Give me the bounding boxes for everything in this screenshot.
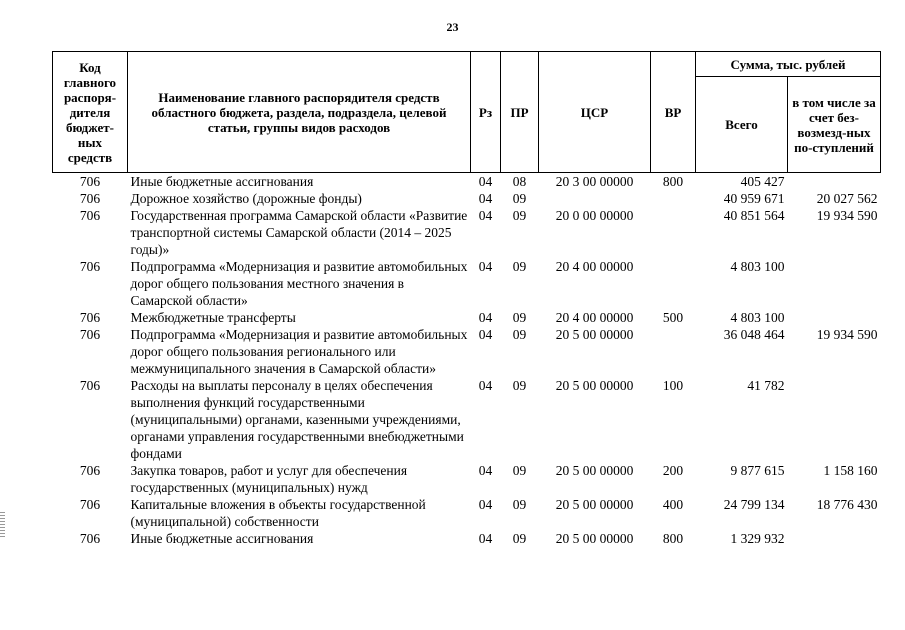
cell-total: 40 959 671 — [723, 191, 785, 206]
cell-pr: 09 — [512, 310, 527, 325]
table-row — [53, 173, 881, 191]
header-sum-group: Сумма, тыс. рублей — [696, 52, 881, 77]
cell-pr: 08 — [512, 174, 527, 189]
cell-name: Подпрограмма «Модернизация и развитие автомобильных дорог общего пользования регионального или межмуниципального значения в Самарской области» — [130, 327, 468, 376]
cell-vr: 100 — [662, 378, 684, 393]
table-body — [53, 173, 881, 548]
table-row — [53, 190, 881, 207]
cell-csr: 20 5 00 00000 — [555, 531, 634, 546]
scan-artifact — [0, 512, 5, 538]
cell-pr: 09 — [512, 191, 527, 206]
cell-name: Государственная программа Самарской области «Развитие транспортной системы Самарской области (2014 – 2025 годы)» — [130, 208, 468, 257]
cell-rz: 04 — [478, 191, 493, 206]
cell-gratis — [788, 530, 881, 547]
cell-gratis — [788, 377, 881, 462]
header-rz: Рз — [471, 52, 501, 173]
header-name: Наименование главного распорядителя средств областного бюджета, раздела, подраздела, целевой статьи, группы видов расходов — [128, 52, 471, 173]
cell-gratis: 19 934 590 — [816, 208, 878, 223]
cell-name: Капитальные вложения в объекты государственной (муниципальной) собственности — [130, 497, 426, 529]
cell-code: 706 — [79, 310, 101, 325]
cell-name: Закупка товаров, работ и услуг для обеспечения государственных (муниципальных) нужд — [130, 463, 408, 495]
cell-code: 706 — [79, 378, 101, 393]
cell-code: 706 — [79, 208, 101, 223]
cell-name: Дорожное хозяйство (дорожные фонды) — [130, 191, 362, 206]
cell-total: 24 799 134 — [723, 497, 785, 512]
cell-gratis: 18 776 430 — [816, 497, 878, 512]
cell-rz: 04 — [478, 327, 493, 342]
cell-vr: 800 — [662, 174, 684, 189]
cell-rz: 04 — [478, 310, 493, 325]
cell-csr: 20 0 00 00000 — [555, 208, 634, 223]
cell-rz: 04 — [478, 463, 493, 478]
cell-vr — [651, 258, 696, 309]
cell-pr: 09 — [512, 531, 527, 546]
table-row — [53, 462, 881, 496]
cell-rz: 04 — [478, 497, 493, 512]
cell-pr: 09 — [512, 378, 527, 393]
cell-pr: 09 — [512, 497, 527, 512]
cell-name: Подпрограмма «Модернизация и развитие автомобильных дорог общего пользования местного значения в Самарской области» — [130, 259, 468, 308]
cell-code: 706 — [79, 259, 101, 274]
cell-name: Межбюджетные трансферты — [130, 310, 296, 325]
cell-total: 4 803 100 — [730, 259, 785, 274]
cell-pr: 09 — [512, 463, 527, 478]
header-total: Всего — [696, 77, 788, 173]
cell-total: 405 427 — [740, 174, 785, 189]
cell-gratis: 1 158 160 — [823, 463, 878, 478]
cell-pr: 09 — [512, 327, 527, 342]
cell-code: 706 — [79, 531, 101, 546]
cell-vr: 500 — [662, 310, 684, 325]
cell-rz: 04 — [478, 208, 493, 223]
header-code: Код главного распоря-дителя бюджет-ных средств — [53, 52, 128, 173]
header-pr: ПР — [501, 52, 539, 173]
cell-gratis — [788, 258, 881, 309]
cell-vr — [651, 326, 696, 377]
cell-csr: 20 5 00 00000 — [555, 327, 634, 342]
cell-csr: 20 4 00 00000 — [555, 310, 634, 325]
cell-total: 41 782 — [747, 378, 785, 393]
cell-total: 9 877 615 — [730, 463, 785, 478]
cell-vr: 200 — [662, 463, 684, 478]
cell-gratis — [788, 173, 881, 191]
header-csr: ЦСР — [539, 52, 651, 173]
cell-pr: 09 — [512, 259, 527, 274]
table-row — [53, 258, 881, 309]
cell-pr: 09 — [512, 208, 527, 223]
table-row — [53, 530, 881, 547]
cell-vr: 800 — [662, 531, 684, 546]
budget-table — [52, 51, 881, 547]
header-vr: ВР — [651, 52, 696, 173]
cell-name: Расходы на выплаты персоналу в целях обеспечения выполнения функций государственными (муниципальными) органами, казенными учреждениями, органами управления государственными внебюджетными фондами — [130, 378, 464, 461]
cell-gratis: 20 027 562 — [816, 191, 878, 206]
cell-csr: 20 3 00 00000 — [555, 174, 634, 189]
cell-code: 706 — [79, 497, 101, 512]
cell-csr: 20 5 00 00000 — [555, 463, 634, 478]
cell-name: Иные бюджетные ассигнования — [130, 531, 314, 546]
table-row — [53, 377, 881, 462]
cell-rz: 04 — [478, 174, 493, 189]
cell-csr — [539, 190, 651, 207]
cell-name: Иные бюджетные ассигнования — [130, 174, 314, 189]
table-row — [53, 326, 881, 377]
cell-csr: 20 5 00 00000 — [555, 378, 634, 393]
table-row — [53, 309, 881, 326]
page-number: 23 — [446, 20, 459, 34]
cell-code: 706 — [79, 463, 101, 478]
header-gratis: в том числе за счет без-возмезд-ных по-ступлений — [788, 77, 881, 173]
cell-csr: 20 5 00 00000 — [555, 497, 634, 512]
table-row — [53, 496, 881, 530]
cell-code: 706 — [79, 191, 101, 206]
cell-code: 706 — [79, 327, 101, 342]
cell-total: 40 851 564 — [723, 208, 785, 223]
table-row — [53, 207, 881, 258]
cell-total: 1 329 932 — [730, 531, 785, 546]
cell-vr — [651, 207, 696, 258]
cell-code: 706 — [79, 174, 101, 189]
cell-vr: 400 — [662, 497, 684, 512]
cell-rz: 04 — [478, 259, 493, 274]
cell-total: 4 803 100 — [730, 310, 785, 325]
cell-total: 36 048 464 — [723, 327, 785, 342]
cell-gratis — [788, 309, 881, 326]
cell-gratis: 19 934 590 — [816, 327, 878, 342]
cell-rz: 04 — [478, 378, 493, 393]
cell-rz: 04 — [478, 531, 493, 546]
cell-vr — [651, 190, 696, 207]
cell-csr: 20 4 00 00000 — [555, 259, 634, 274]
